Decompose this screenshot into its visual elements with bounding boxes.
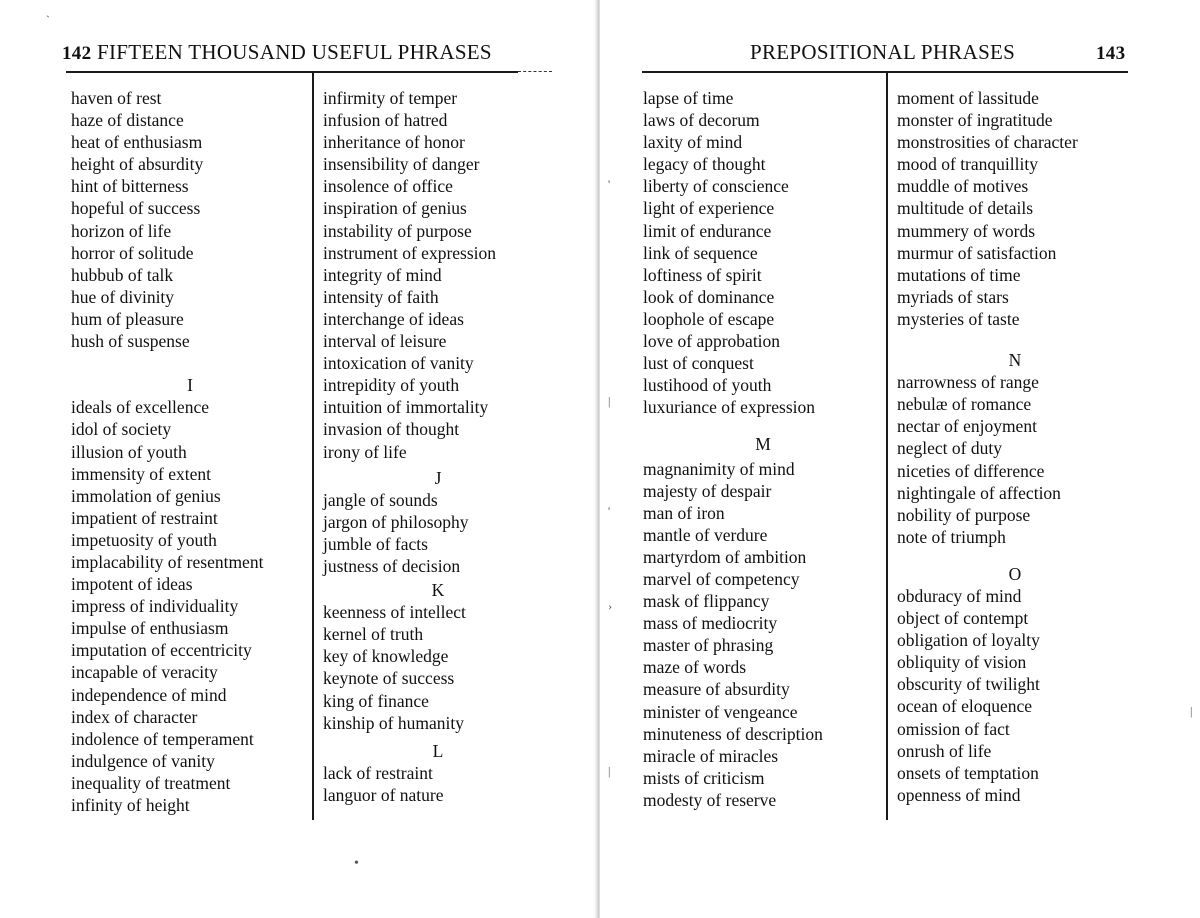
right-page-header (750, 40, 1015, 64)
phrase-entry: narrowness of range (897, 372, 1039, 393)
phrase-entry: nobility of purpose (897, 504, 1031, 525)
entry-list-n (897, 371, 1133, 548)
entry-list-l (643, 87, 883, 418)
scan-speck: • (354, 856, 359, 871)
phrase-entry: niceties of difference (897, 460, 1045, 481)
right-column-2 (897, 87, 1133, 806)
phrase-entry: ideals of excellence (71, 397, 209, 418)
phrase-entry: myriads of stars (897, 286, 1009, 307)
phrase-entry: openness of mind (897, 784, 1021, 805)
scan-speck: › (608, 599, 612, 613)
phrase-entry: height of absurdity (71, 154, 204, 175)
scan-speck: ` (46, 13, 50, 27)
phrase-entry: indolence of temperament (71, 728, 254, 749)
phrase-entry: measure of absurdity (643, 679, 790, 700)
phrase-entry: hubbub of talk (71, 264, 174, 285)
phrase-entry: liberty of conscience (643, 176, 789, 197)
phrase-entry: intensity of faith (323, 286, 439, 307)
phrase-entry: languor of nature (323, 784, 444, 805)
header-rule (66, 71, 518, 73)
phrase-entry: jangle of sounds (323, 489, 438, 510)
column-divider (886, 72, 888, 820)
phrase-entry: intrepidity of youth (323, 375, 460, 396)
left-page-header (62, 40, 492, 66)
page-number: 143 (1096, 43, 1126, 64)
phrase-entry: keenness of intellect (323, 602, 466, 623)
phrase-entry: modesty of reserve (643, 789, 777, 810)
phrase-entry: insensibility of danger (323, 154, 480, 175)
left-column-1 (71, 87, 309, 816)
phrase-entry: kernel of truth (323, 624, 424, 645)
phrase-entry: infinity of height (71, 795, 190, 815)
phrase-entry: nebulæ of romance (897, 394, 1032, 415)
right-column-1 (643, 87, 883, 811)
phrase-entry: indulgence of vanity (71, 750, 215, 771)
scan-speck: | (608, 764, 611, 778)
phrase-entry: jumble of facts (323, 533, 428, 554)
entry-list-m-cont (897, 87, 1133, 330)
phrase-entry: interval of leisure (323, 331, 447, 352)
scan-speck: | (1190, 704, 1193, 718)
phrase-entry: lack of restraint (323, 762, 433, 783)
phrase-entry: inheritance of honor (323, 132, 465, 153)
phrase-entry: immensity of extent (71, 463, 211, 484)
phrase-entry: lapse of time (643, 88, 734, 108)
scan-speck: ' (608, 504, 611, 518)
phrase-entry: key of knowledge (323, 646, 449, 667)
phrase-entry: omission of fact (897, 718, 1010, 739)
phrase-entry: light of experience (643, 198, 775, 219)
page-number: 142 (62, 43, 92, 64)
phrase-entry: luxuriance of expression (643, 397, 816, 418)
phrase-entry: obligation of loyalty (897, 630, 1040, 651)
phrase-entry: illusion of youth (71, 441, 187, 462)
entry-list-i (71, 396, 309, 816)
section-letter-j: J (434, 467, 442, 488)
phrase-entry: note of triumph (897, 526, 1006, 547)
phrase-entry: maze of words (643, 657, 747, 678)
phrase-entry: hue of divinity (71, 286, 175, 307)
phrase-entry: onrush of life (897, 740, 992, 761)
phrase-entry: legacy of thought (643, 154, 766, 175)
column-divider (312, 72, 314, 820)
phrase-entry: independence of mind (71, 684, 227, 705)
running-title: PREPOSITIONAL PHRASES (750, 40, 1016, 64)
phrase-entry: onsets of temptation (897, 762, 1039, 783)
phrase-entry: lust of conquest (643, 353, 754, 374)
phrase-entry: magnanimity of mind (643, 458, 795, 479)
phrase-entry: murmur of satisfaction (897, 242, 1057, 263)
phrase-entry: infusion of hatred (323, 110, 448, 131)
phrase-entry: obduracy of mind (897, 585, 1022, 606)
phrase-entry: impatient of restraint (71, 507, 218, 528)
phrase-entry: man of iron (643, 502, 725, 523)
phrase-entry: master of phrasing (643, 635, 774, 656)
phrase-entry: instrument of expression (323, 242, 497, 263)
phrase-entry: horror of solitude (71, 242, 194, 263)
phrase-entry: invasion of thought (323, 419, 460, 440)
phrase-entry: neglect of duty (897, 438, 1002, 459)
phrase-entry: mists of criticism (643, 767, 765, 788)
phrase-entry: limit of endurance (643, 220, 772, 241)
phrase-entry: infirmity of temper (323, 88, 458, 108)
phrase-entry: instability of purpose (323, 220, 472, 241)
phrase-entry: mantle of verdure (643, 524, 768, 545)
entry-list-l (323, 762, 553, 806)
phrase-entry: ocean of eloquence (897, 696, 1033, 717)
phrase-entry: hopeful of success (71, 198, 201, 219)
phrase-entry: minister of vengeance (643, 701, 798, 722)
phrase-entry: jargon of philosophy (323, 511, 469, 532)
phrase-entry: intuition of immortality (323, 397, 489, 418)
phrase-entry: nectar of enjoyment (897, 416, 1037, 437)
phrase-entry: kinship of humanity (323, 712, 464, 733)
phrase-entry: marvel of competency (643, 568, 800, 589)
phrase-entry: obliquity of vision (897, 652, 1027, 673)
phrase-entry: monster of ingratitude (897, 110, 1053, 131)
phrase-entry: inspiration of genius (323, 198, 467, 219)
section-letter-l: L (432, 740, 444, 761)
running-title: FIFTEEN THOUSAND USEFUL PHRASES (96, 40, 492, 64)
phrase-entry: mass of mediocrity (643, 613, 778, 634)
entry-list-k (323, 601, 553, 734)
section-letter-k: K (431, 580, 445, 601)
phrase-entry: justness of decision (323, 555, 461, 576)
entry-list-j (323, 489, 553, 577)
phrase-entry: implacability of resentment (71, 551, 264, 572)
phrase-entry: heat of enthusiasm (71, 132, 203, 153)
phrase-entry: majesty of despair (643, 480, 772, 501)
left-column-2 (323, 87, 553, 806)
phrase-entry: intoxication of vanity (323, 353, 474, 374)
scan-speck: | (608, 394, 611, 408)
phrase-entry: integrity of mind (323, 264, 442, 285)
phrase-entry: horizon of life (71, 220, 172, 241)
phrase-entry: moment of lassitude (897, 88, 1039, 108)
phrase-entry: object of contempt (897, 608, 1029, 629)
phrase-entry: haven of rest (71, 88, 162, 108)
phrase-entry: laxity of mind (643, 132, 743, 153)
phrase-entry: insolence of office (323, 176, 453, 197)
phrase-entry: mask of flippancy (643, 591, 770, 612)
phrase-entry: mutations of time (897, 264, 1021, 285)
section-letter-n: N (1008, 350, 1022, 371)
phrase-entry: obscurity of twilight (897, 674, 1040, 695)
phrase-entry: hint of bitterness (71, 176, 189, 197)
phrase-entry: loophole of escape (643, 308, 775, 329)
right-page-number (1096, 40, 1125, 66)
phrase-entry: mysteries of taste (897, 308, 1020, 329)
header-rule (642, 71, 1128, 73)
phrase-entry: impotent of ideas (71, 574, 193, 595)
section-letter-o: O (1008, 563, 1022, 584)
phrase-entry: loftiness of spirit (643, 264, 762, 285)
phrase-entry: martyrdom of ambition (643, 546, 807, 567)
phrase-entry: multitude of details (897, 198, 1034, 219)
phrase-entry: king of finance (323, 690, 429, 711)
phrase-entry: lustihood of youth (643, 375, 772, 396)
phrase-entry: impetuosity of youth (71, 529, 217, 550)
right-page (600, 0, 1200, 918)
section-letter-m: M (755, 434, 771, 455)
phrase-entry: look of dominance (643, 286, 775, 307)
phrase-entry: interchange of ideas (323, 308, 464, 329)
phrase-entry: minuteness of description (643, 723, 823, 744)
phrase-entry: haze of distance (71, 110, 184, 131)
phrase-entry: miracle of miracles (643, 745, 779, 766)
header-rule-dashed (518, 71, 552, 72)
scan-speck: ' (608, 177, 611, 191)
left-page (0, 0, 598, 918)
phrase-entry: impress of individuality (71, 596, 239, 617)
entry-list-h (71, 87, 309, 352)
phrase-entry: laws of decorum (643, 110, 760, 131)
phrase-entry: hum of pleasure (71, 308, 184, 329)
phrase-entry: impulse of enthusiasm (71, 618, 229, 639)
phrase-entry: idol of society (71, 419, 172, 440)
phrase-entry: imputation of eccentricity (71, 640, 252, 661)
phrase-entry: irony of life (323, 441, 407, 462)
entry-list-m (643, 458, 883, 812)
phrase-entry: keynote of success (323, 668, 455, 689)
phrase-entry: link of sequence (643, 242, 758, 263)
phrase-entry: love of approbation (643, 331, 781, 352)
entry-list-i-cont (323, 87, 553, 463)
section-letter-i: I (187, 375, 193, 396)
phrase-entry: hush of suspense (71, 331, 190, 352)
phrase-entry: nightingale of affection (897, 482, 1061, 503)
phrase-entry: immolation of genius (71, 485, 221, 506)
phrase-entry: inequality of treatment (71, 772, 231, 793)
phrase-entry: index of character (71, 706, 198, 727)
phrase-entry: monstrosities of character (897, 132, 1078, 153)
phrase-entry: mummery of words (897, 220, 1036, 241)
phrase-entry: incapable of veracity (71, 662, 218, 683)
entry-list-o (897, 585, 1133, 806)
phrase-entry: muddle of motives (897, 176, 1029, 197)
phrase-entry: mood of tranquillity (897, 154, 1038, 175)
